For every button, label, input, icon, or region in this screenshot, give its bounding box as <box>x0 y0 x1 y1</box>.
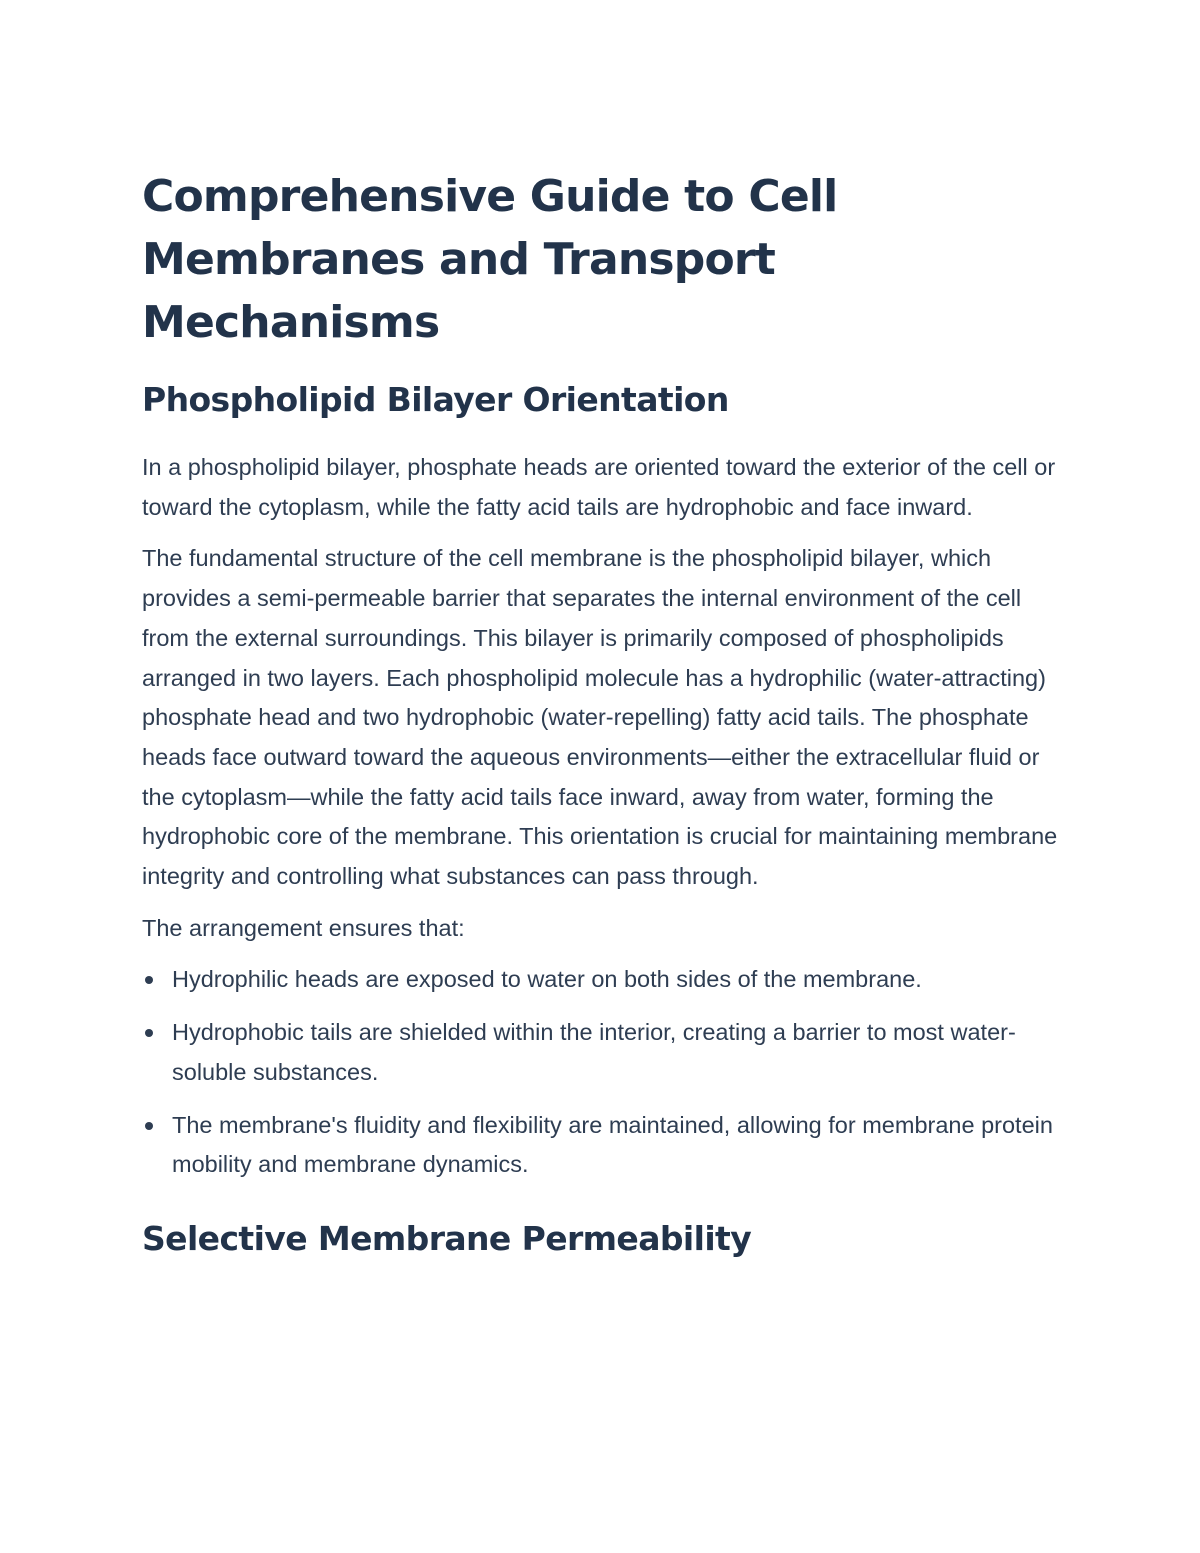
document-title: Comprehensive Guide to Cell Membranes and Transport Mechanisms <box>142 171 838 348</box>
document-page <box>142 165 1072 1261</box>
bullet-dot-icon <box>145 976 153 984</box>
list-item <box>142 1013 1072 1092</box>
paragraph-structure: The fundamental structure of the cell membrane is the phospholipid bilayer, which provides a semi-permeable barrier that separates the internal environment of the cell from the external surroundings. This bilayer is primarily composed of phospholipids arranged in two layers. Each phospholipid molecule has a hydrophilic (water-attracting) phosphate head and two hydrophobic (water-repelling) fatty acid tails. The phosphate heads face outward toward the aqueous environments—either the extracellular fluid or the cytoplasm—while the fatty acid tails face inward, away from water, forming the hydrophobic core of the membrane. This orientation is crucial for maintaining membrane integrity and controlling what substances can pass through. <box>142 545 1058 890</box>
list-item-text: Hydrophilic heads are exposed to water on both sides of the membrane. <box>172 966 922 993</box>
paragraph-intro: In a phospholipid bilayer, phosphate heads are oriented toward the exterior of the cell or toward the cytoplasm, while the fatty acid tails are hydrophobic and face inward. <box>142 454 1056 520</box>
section-heading-selective-permeability: Selective Membrane Permeability <box>142 1218 752 1258</box>
list-item <box>142 1106 1072 1185</box>
list-item-text: The membrane's fluidity and flexibility are maintained, allowing for membrane protein mobility and membrane dynamics. <box>172 1111 1053 1178</box>
bullet-dot-icon <box>145 1122 153 1130</box>
list-item <box>142 960 1072 1000</box>
bullet-dot-icon <box>145 1029 153 1037</box>
paragraph-arrangement-lead: The arrangement ensures that: <box>142 914 465 941</box>
section-heading-phospholipid-bilayer: Phospholipid Bilayer Orientation <box>142 380 729 419</box>
list-item-text: Hydrophobic tails are shielded within the interior, creating a barrier to most water-soluble substances. <box>172 1019 1016 1085</box>
arrangement-list <box>142 960 1072 1185</box>
